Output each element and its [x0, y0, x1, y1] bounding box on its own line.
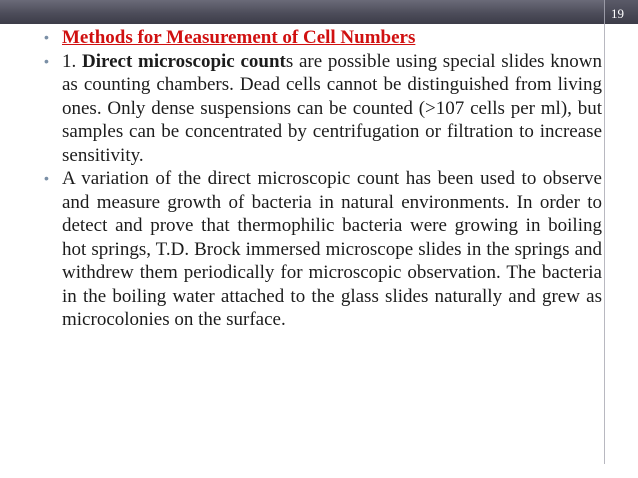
- header-bar: [0, 0, 604, 24]
- slide-content: [30, 26, 602, 332]
- slide-number: 19: [611, 6, 624, 21]
- bullet-heading: [30, 26, 602, 50]
- bullet-direct-count: [30, 50, 602, 168]
- right-divider: [604, 24, 605, 464]
- bullet-dot-icon: •: [44, 52, 49, 69]
- section-heading: Methods for Measurement of Cell Numbers: [62, 27, 416, 48]
- bullet-body: s are possible using special slides known as counting chambers. Dead cells cannot be distinguished from living ones. Only dense suspensions can be counted (>107 cells per ml), but samples can be concentrated by centrifugation or filtration to increase sensitivity.: [62, 50, 603, 166]
- bullet-dot-icon: •: [44, 29, 49, 45]
- bold-term: Direct microscopic count: [81, 50, 286, 72]
- bullet-variation: [30, 167, 602, 332]
- bullet-body: A variation of the direct microscopic count has been used to observe and measure growth of bacteria in natural environments. In order to detect and prove that thermophilic bacteria were growing in boiling hot springs, T.D. Brock immersed microscope slides in the springs and withdrew them periodically for microscopic observation. The bacteria in the boiling water attached to the glass slides naturally and grew as microcolonies on the surface.: [62, 168, 602, 330]
- bullet-dot-icon: •: [44, 170, 49, 186]
- bullet-prefix: 1.: [62, 50, 82, 72]
